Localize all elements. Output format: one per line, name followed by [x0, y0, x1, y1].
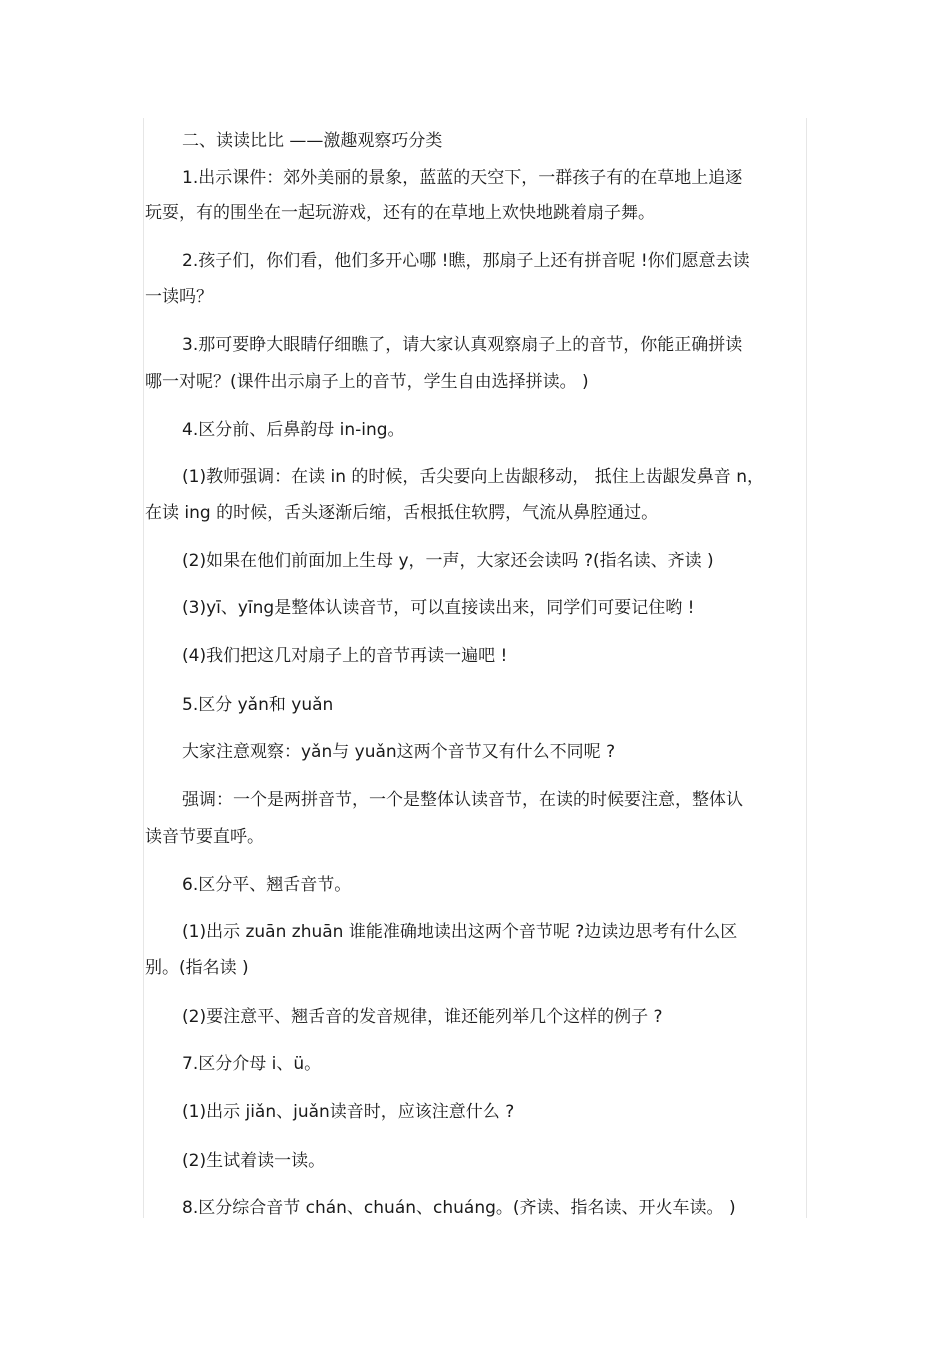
step-2-line-1: 2.孩子们，你们看，他们多开心哪 !瞧，那扇子上还有拼音呢 !你们愿意去读: [182, 251, 750, 271]
step-7-sub-1: (1)出示 jiǎn、juǎn读音时，应该注意什么 ?: [182, 1102, 515, 1122]
step-8-heading: 8.区分综合音节 chán、chuán、chuáng。(齐读、指名读、开火车读。 ): [182, 1198, 736, 1218]
step-4-sub-1-line-1: (1)教师强调：在读 in 的时候，舌尖要向上齿龈移动， 抵住上齿龈发鼻音 n，: [182, 467, 764, 487]
step-6-sub-1-line-1: (1)出示 zuān zhuān 谁能准确地读出这两个音节呢 ?边读边思考有什么区: [182, 922, 738, 942]
step-4-sub-2: (2)如果在他们前面加上生母 y，一声，大家还会读吗 ?(指名读、齐读 ): [182, 551, 714, 571]
step-6-heading: 6.区分平、翘舌音节。: [182, 875, 352, 895]
step-4-heading: 4.区分前、后鼻韵母 in-ing。: [182, 420, 405, 440]
step-1-line-2: 玩耍，有的围坐在一起玩游戏，还有的在草地上欢快地跳着扇子舞。: [145, 203, 655, 223]
step-7-heading: 7.区分介母 i、ü。: [182, 1054, 322, 1074]
section-heading: 二、读读比比 ——激趣观察巧分类: [182, 131, 443, 151]
step-4-sub-1-line-2: 在读 ing 的时候，舌头逐渐后缩，舌根抵住软腭，气流从鼻腔通过。: [145, 503, 659, 523]
step-1-line-1: 1.出示课件：郊外美丽的景象，蓝蓝的天空下，一群孩子有的在草地上追逐: [182, 168, 743, 188]
step-4-sub-4: (4)我们把这几对扇子上的音节再读一遍吧 !: [182, 646, 508, 666]
step-3-line-1: 3.那可要睁大眼睛仔细瞧了，请大家认真观察扇子上的音节，你能正确拼读: [182, 335, 743, 355]
step-5-observe: 大家注意观察：yǎn与 yuǎn这两个音节又有什么不同呢 ?: [182, 742, 616, 762]
step-2-line-2: 一读吗？: [145, 287, 213, 307]
step-6-sub-1-line-2: 别。(指名读 ): [145, 958, 249, 978]
step-3-line-2: 哪一对呢？(课件出示扇子上的音节，学生自由选择拼读。 ): [145, 372, 589, 392]
step-4-sub-3: (3)yī、yīng是整体认读音节，可以直接读出来，同学们可要记住哟 !: [182, 598, 695, 618]
page-edge-left: [143, 118, 144, 1218]
step-5-emphasis-line-1: 强调：一个是两拼音节，一个是整体认读音节，在读的时候要注意，整体认: [182, 790, 743, 810]
step-5-emphasis-line-2: 读音节要直呼。: [145, 827, 264, 847]
page-edge-right: [806, 118, 807, 1218]
step-7-sub-2: (2)生试着读一读。: [182, 1151, 326, 1171]
step-5-heading: 5.区分 yǎn和 yuǎn: [182, 695, 334, 715]
step-6-sub-2: (2)要注意平、翘舌音的发音规律，谁还能列举几个这样的例子 ?: [182, 1007, 663, 1027]
